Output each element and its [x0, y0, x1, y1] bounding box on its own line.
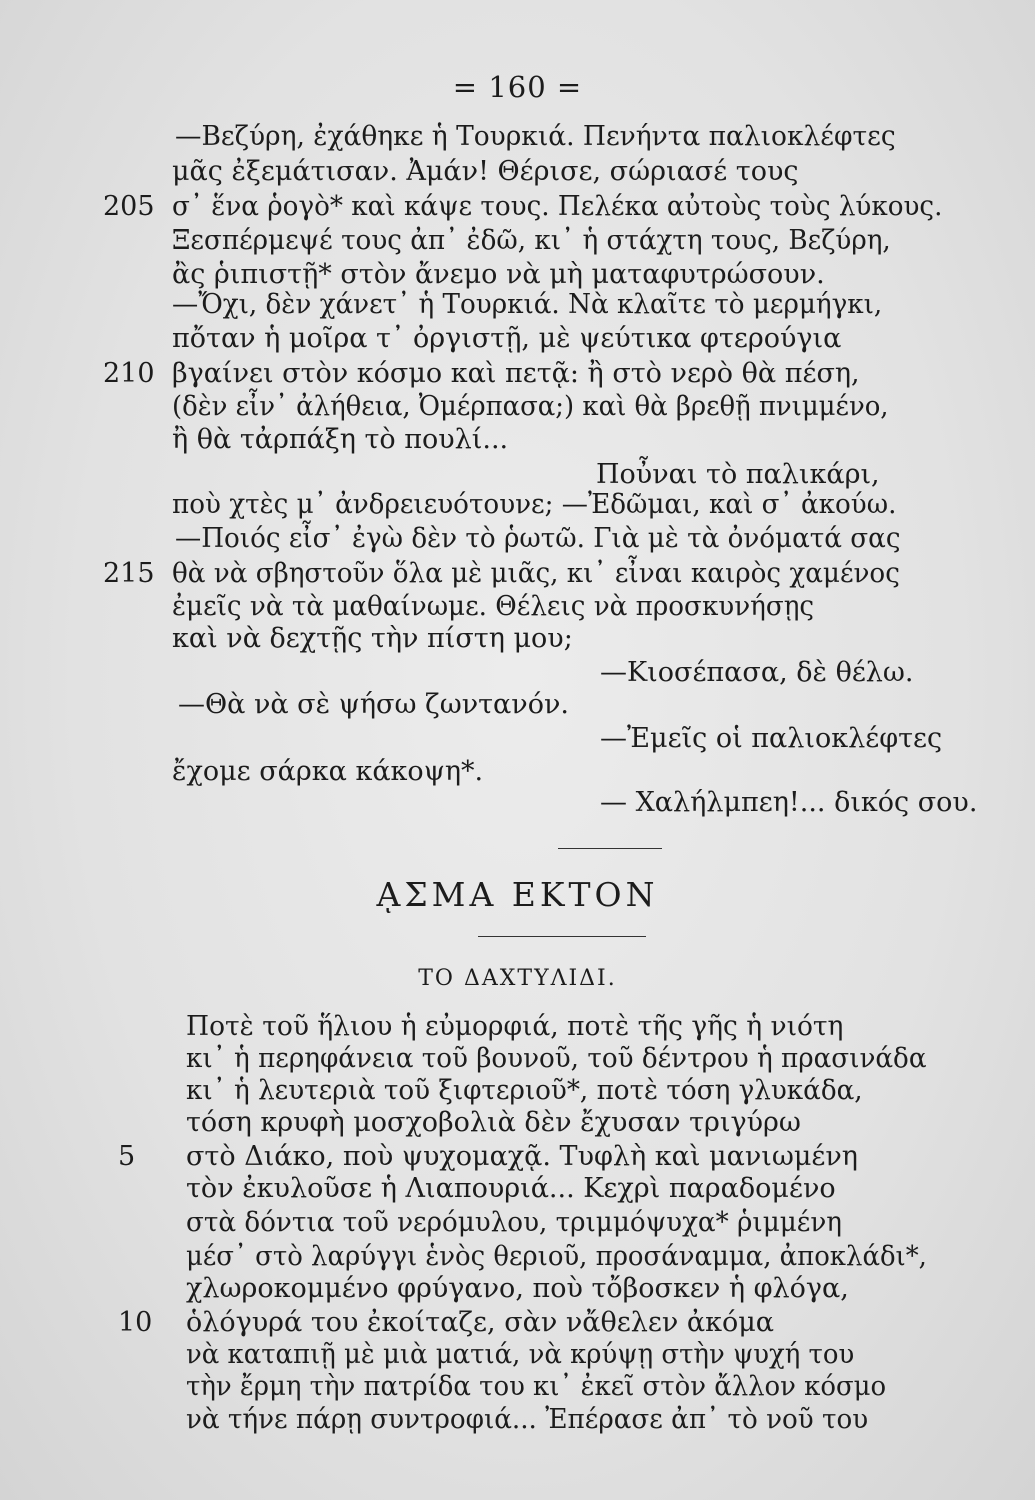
- song-title: ᾼΣΜΑ ΕΚΤΟΝ: [376, 875, 659, 914]
- line-number: 210: [103, 358, 155, 389]
- verse-line: —Ἐμεῖς οἱ παλιοκλέφτες: [600, 723, 943, 754]
- verse-line: τὴν ἔρμη τὴν πατρίδα του κι᾽ ἐκεῖ στὸν ἄλλον κόσμο: [186, 1371, 887, 1402]
- section-divider: [558, 848, 662, 849]
- verse-line: χλωροκομμένο φρύγανο, ποὺ τὄβοσκεν ἡ φλόγα,: [186, 1273, 849, 1304]
- verse-line: τόση κρυφὴ μοσχοβολιὰ δὲν ἔχυσαν τριγύρω: [186, 1107, 801, 1138]
- verse-line: κι᾽ ἡ περηφάνεια τοῦ βουνοῦ, τοῦ δέντρου ἡ πρασινάδα: [186, 1043, 927, 1074]
- verse-line: σ᾽ ἕνα ῥογὸ* καὶ κάψε τους. Πελέκα αὐτοὺς τοὺς λύκους.: [172, 191, 943, 222]
- line-number: 215: [103, 558, 155, 589]
- page-number: = 160 =: [452, 70, 583, 104]
- verse-line: τὸν ἐκυλοῦσε ἡ Λιαπουριά... Κεχρὶ παραδομένο: [186, 1173, 836, 1204]
- verse-line: (δὲν εἶν᾽ ἀλήθεια, Ὀμέρπασα;) καὶ θὰ βρεθῇ πνιμμένο,: [172, 391, 889, 422]
- line-number: 5: [118, 1141, 136, 1172]
- verse-line: νὰ καταπιῇ μὲ μιὰ ματιά, νὰ κρύψῃ στὴν ψυχή του: [186, 1339, 855, 1370]
- verse-line: καὶ νὰ δεχτῇς τὴν πίστη μου;: [172, 623, 573, 654]
- verse-line: Ποτὲ τοῦ ἥλιου ἡ εὐμορφιά, ποτὲ τῆς γῆς ἡ νιότη: [186, 1011, 844, 1042]
- verse-line: —Ὄχι, δὲν χάνετ᾽ ἡ Τουρκιά. Νὰ κλαῖτε τὸ μερμήγκι,: [172, 289, 883, 320]
- verse-line: θὰ νὰ σβηστοῦν ὅλα μὲ μιᾶς, κι᾽ εἶναι καιρὸς χαμένος: [172, 558, 900, 589]
- verse-line: — Χαλήλμπεη!... δικός σου.: [600, 787, 978, 818]
- verse-line: ποὺ χτὲς μ᾽ ἀνδρειευότουνε; —Ἐδῶμαι, καὶ σ᾽ ἀκούω.: [172, 489, 897, 520]
- verse-line: ἢ θὰ τἀρπάξη τὸ πουλί...: [172, 424, 509, 455]
- verse-line: στὸ Διάκο, ποὺ ψυχομαχᾷ. Τυφλὴ καὶ μανιωμένη: [186, 1141, 858, 1172]
- line-number: 10: [118, 1307, 153, 1338]
- verse-line: ὁλόγυρά του ἐκοίταζε, σὰν νἄθελεν ἀκόμα: [186, 1307, 775, 1338]
- title-divider: [478, 936, 646, 937]
- verse-line: κι᾽ ἡ λευτεριὰ τοῦ ξιφτεριοῦ*, ποτὲ τόση γλυκάδα,: [186, 1075, 863, 1106]
- song-subtitle: ΤΟ ΔΑΧΤΥΛΙΔΙ.: [418, 966, 617, 991]
- verse-line: μέσ᾽ στὸ λαρύγγι ἑνὸς θεριοῦ, προσάναμμα, ἀποκλάδι*,: [186, 1241, 927, 1272]
- verse-line: —Βεζύρη, ἐχάθηκε ἡ Τουρκιά. Πενήντα παλιοκλέφτες: [175, 121, 896, 152]
- verse-line: στὰ δόντια τοῦ νερόμυλου, τριμμόψυχα* ῥιμμένη: [186, 1207, 842, 1238]
- verse-line: Ξεσπέρμεψέ τους ἀπ᾽ ἐδῶ, κι᾽ ἡ στάχτη τους, Βεζύρη,: [172, 225, 891, 256]
- verse-line: πὄταν ἡ μοῖρα τ᾽ ὀργιστῇ, μὲ ψεύτικα φτερούγια: [172, 323, 842, 354]
- verse-line: ἂς ῥιπιστῇ* στὸν ἄνεμο νὰ μὴ ματαφυτρώσουν.: [172, 259, 825, 290]
- verse-line: —Ποιός εἶσ᾽ ἐγὼ δὲν τὸ ῥωτῶ. Γιὰ μὲ τὰ ὀνόματά σας: [175, 523, 901, 554]
- verse-line: Ποὖναι τὸ παλικάρι,: [596, 459, 880, 490]
- verse-line: —Θὰ νὰ σὲ ψήσω ζωντανόν.: [178, 689, 569, 720]
- verse-line: μᾶς ἐξεμάτισαν. Ἀμάν! Θέρισε, σώριασέ τους: [172, 156, 799, 187]
- verse-line: βγαίνει στὸν κόσμο καὶ πετᾷ: ἢ στὸ νερὸ θὰ πέση,: [172, 358, 860, 389]
- verse-line: νὰ τήνε πάρῃ συντροφιά... Ἐπέρασε ἀπ᾽ τὸ νοῦ του: [186, 1404, 869, 1435]
- line-number: 205: [103, 191, 155, 222]
- verse-line: ἔχομε σάρκα κάκοψη*.: [172, 756, 484, 787]
- verse-line: —Κιοσέπασα, δὲ θέλω.: [600, 657, 914, 688]
- verse-line: ἐμεῖς νὰ τὰ μαθαίνωμε. Θέλεις νὰ προσκυνήσῃς: [172, 591, 815, 622]
